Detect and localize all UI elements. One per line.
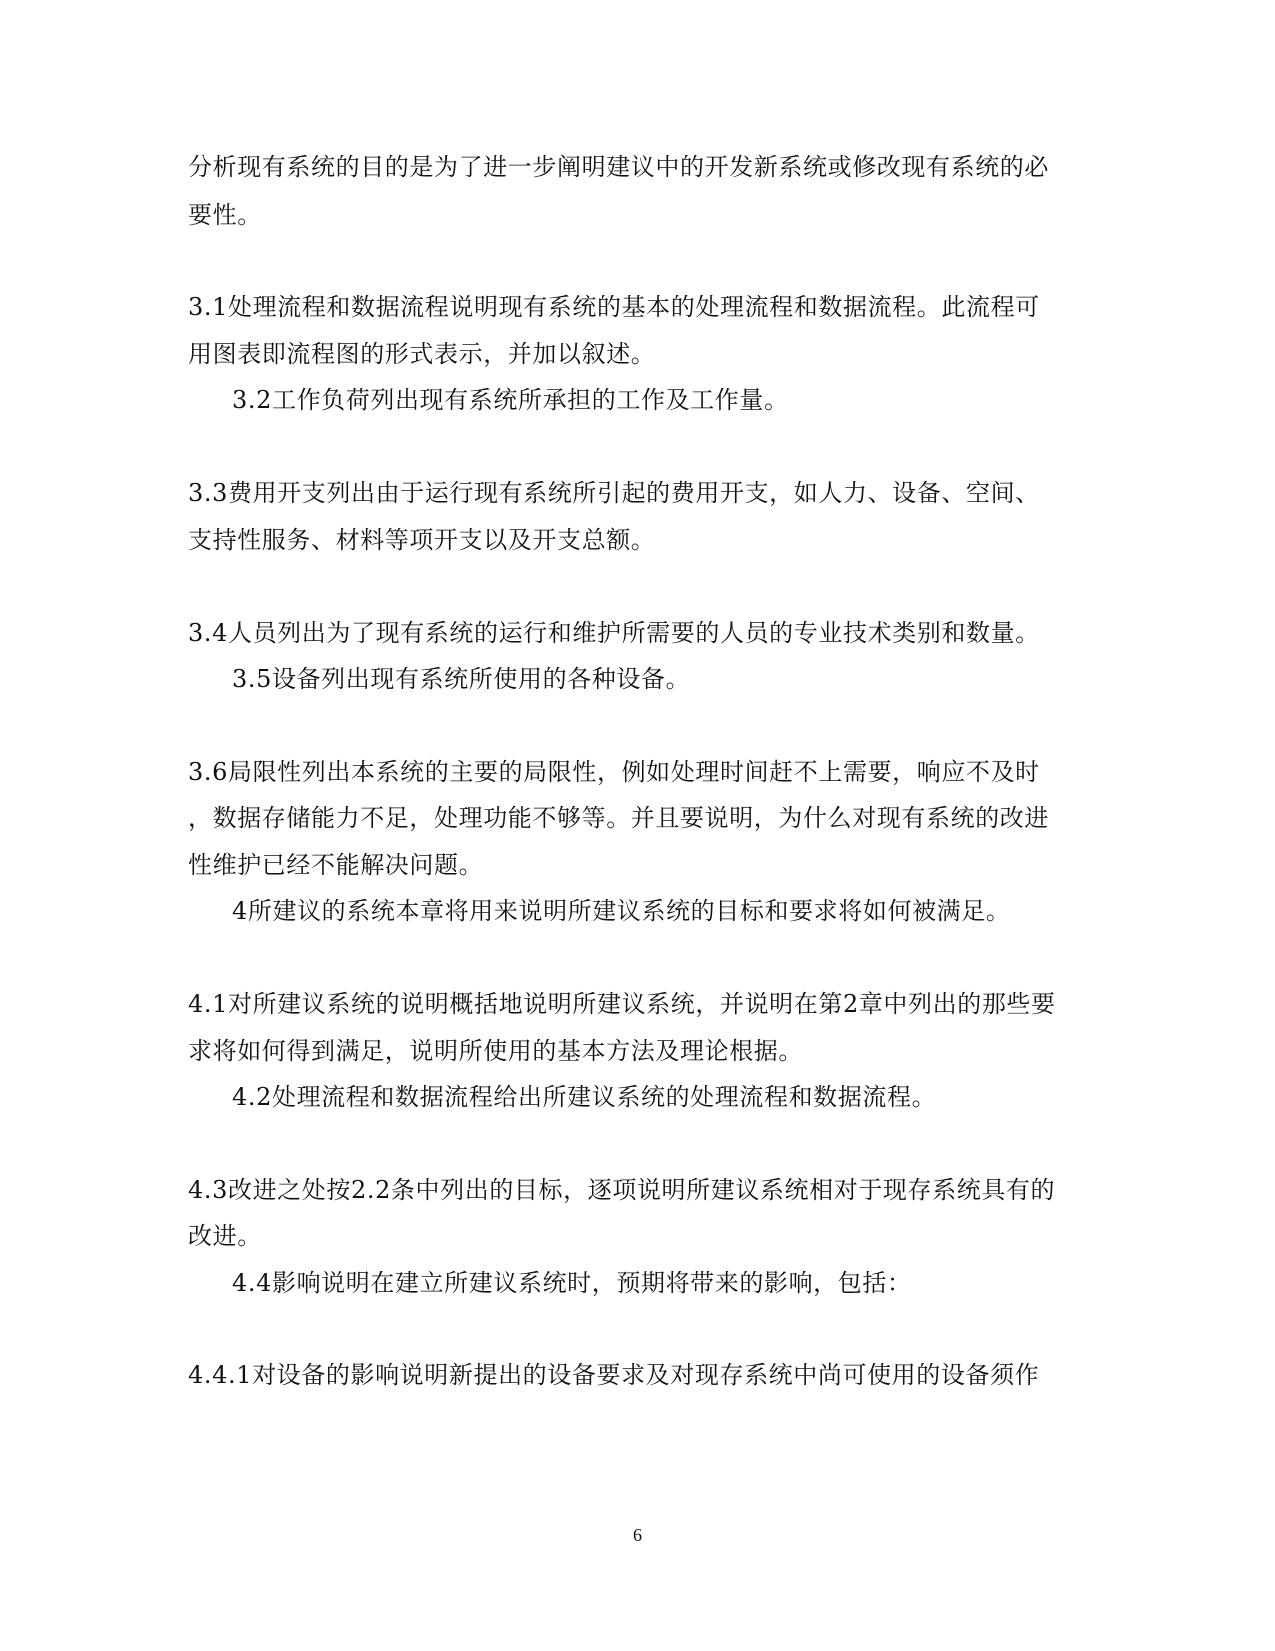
text-line: 性维护已经不能解决问题。 bbox=[188, 851, 484, 879]
text-line: 3.2工作负荷列出现有系统所承担的工作及工作量。 bbox=[232, 386, 789, 414]
text-line: 3.4人员列出为了现有系统的运行和维护所需要的人员的专业技术类别和数量。 bbox=[188, 619, 1040, 647]
text-line: 3.1处理流程和数据流程说明现有系统的基本的处理流程和数据流程。此流程可 bbox=[188, 293, 1040, 321]
text-line: 要性。 bbox=[188, 201, 262, 229]
text-line: 支持性服务、材料等项开支以及开支总额。 bbox=[188, 526, 656, 554]
text-line: 用图表即流程图的形式表示，并加以叙述。 bbox=[188, 340, 656, 368]
page-number: 6 bbox=[633, 1525, 642, 1545]
text-line: 4所建议的系统本章将用来说明所建议系统的目标和要求将如何被满足。 bbox=[232, 897, 1011, 925]
text-line: 4.2处理流程和数据流程给出所建议系统的处理流程和数据流程。 bbox=[232, 1083, 937, 1111]
text-line: 3.3费用开支列出由于运行现有系统所引起的费用开支，如人力、设备、空间、 bbox=[188, 479, 1040, 507]
text-line: ，数据存储能力不足，处理功能不够等。并且要说明，为什么对现有系统的改进 bbox=[188, 804, 1049, 832]
text-line: 分析现有系统的目的是为了进一步阐明建议中的开发新系统或修改现有系统的必 bbox=[188, 153, 1049, 181]
text-line: 4.1对所建议系统的说明概括地说明所建议系统，并说明在第2章中列出的那些要 bbox=[188, 990, 1056, 1018]
text-line: 4.3改进之处按2.2条中列出的目标，逐项说明所建议系统相对于现存系统具有的 bbox=[188, 1176, 1056, 1204]
text-line: 改进。 bbox=[188, 1222, 262, 1250]
text-line: 3.6局限性列出本系统的主要的局限性，例如处理时间赶不上需要，响应不及时 bbox=[188, 758, 1040, 786]
text-line: 3.5设备列出现有系统所使用的各种设备。 bbox=[232, 665, 691, 693]
text-line: 求将如何得到满足，说明所使用的基本方法及理论根据。 bbox=[188, 1037, 803, 1065]
text-line: 4.4影响说明在建立所建议系统时，预期将带来的影响，包括： bbox=[232, 1269, 912, 1297]
text-line: 4.4.1对设备的影响说明新提出的设备要求及对现存系统中尚可使用的设备须作 bbox=[188, 1361, 1040, 1389]
